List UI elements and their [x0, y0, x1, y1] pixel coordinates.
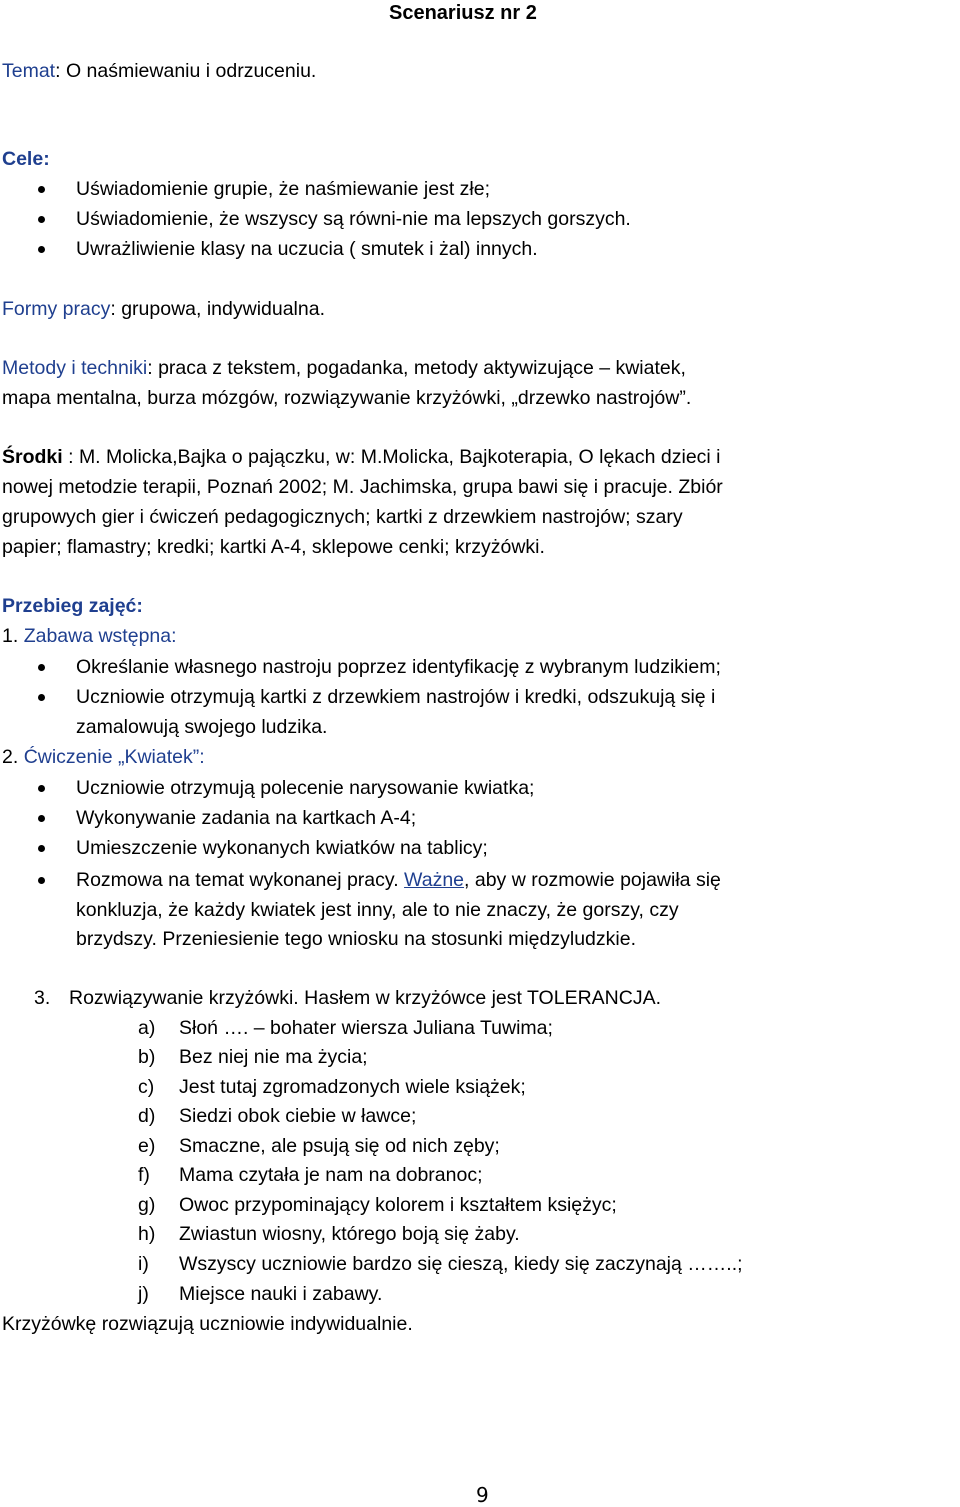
- srodki-label: Środki: [2, 446, 63, 468]
- section-number: 1.: [2, 625, 19, 647]
- srodki-text: : M. Molicka,Bajka o pajączku, w: M.Molicka, Bajkoterapia, O lękach dzieci i: [62, 446, 721, 468]
- bullet-icon: [38, 815, 45, 822]
- clue-text: Mama czytała je nam na dobranoc;: [179, 1164, 483, 1186]
- clue-letter: j): [138, 1283, 149, 1305]
- section-2-item: Wykonywanie zadania na kartkach A-4;: [76, 807, 417, 829]
- page-number: 9: [476, 1483, 489, 1507]
- clue-letter: b): [138, 1046, 156, 1068]
- section-3-number: 3.: [34, 987, 51, 1009]
- clue-text: Miejsce nauki i zabawy.: [179, 1283, 383, 1305]
- bullet-icon: [38, 845, 45, 852]
- clue-letter: f): [138, 1164, 150, 1186]
- document-title: Scenariusz nr 2: [389, 2, 537, 24]
- przebieg-heading: Przebieg zajęć:: [2, 595, 143, 617]
- formy-line: [2, 296, 325, 322]
- clue-letter: e): [138, 1135, 156, 1157]
- section-2-item: Uczniowie otrzymują polecenie narysowanie kwiatka;: [76, 777, 535, 799]
- section-title: Ćwiczenie „Kwiatek”:: [23, 746, 205, 768]
- cele-heading: Cele:: [2, 148, 50, 170]
- metody-text: : praca z tekstem, pogadanka, metody aktywizujące – kwiatek,: [147, 357, 686, 379]
- section-number: 2.: [2, 746, 19, 768]
- clue-text: Bez niej nie ma życia;: [179, 1046, 368, 1068]
- srodki-line-1: [2, 444, 721, 470]
- clue-text: Siedzi obok ciebie w ławce;: [179, 1105, 417, 1127]
- section-1-item: Określanie własnego nastroju poprzez identyfikację z wybranym ludzikiem;: [76, 656, 721, 678]
- srodki-line-3: grupowych gier i ćwiczeń pedagogicznych; kartki z drzewkiem nastrojów; szary: [2, 506, 683, 528]
- bullet-icon: [38, 246, 45, 253]
- metody-line-2: mapa mentalna, burza mózgów, rozwiązywanie krzyżówki, „drzewko nastrojów”.: [2, 387, 692, 409]
- clue-text: Zwiastun wiosny, którego boją się żaby.: [179, 1223, 520, 1245]
- temat-separator: :: [55, 60, 66, 82]
- section-1-item: Uczniowie otrzymują kartki z drzewkiem nastrojów i kredki, odszukują się i: [76, 686, 716, 708]
- cele-item: Uwrażliwienie klasy na uczucia ( smutek i żal) innych.: [76, 238, 538, 260]
- clue-letter: h): [138, 1223, 156, 1245]
- clue-letter: a): [138, 1017, 156, 1039]
- temat-label: Temat: [2, 60, 56, 82]
- cele-item: Uświadomienie grupie, że naśmiewanie jest złe;: [76, 178, 491, 200]
- clue-text: Słoń …. – bohater wiersza Juliana Tuwima;: [179, 1017, 553, 1039]
- last-item-prefix: Rozmowa na temat wykonanej pracy.: [76, 869, 405, 891]
- section-2-last-item: [76, 867, 721, 893]
- cele-item: Uświadomienie, że wszyscy są równi-nie ma lepszych gorszych.: [76, 208, 631, 230]
- section-1-heading: [2, 623, 177, 649]
- section-1-item-continuation: zamalowują swojego ludzika.: [76, 716, 328, 738]
- formy-value: grupowa, indywidualna.: [121, 298, 326, 320]
- section-2-item: Umieszczenie wykonanych kwiatków na tablicy;: [76, 837, 488, 859]
- clue-letter: c): [138, 1076, 155, 1098]
- section-2-heading: [2, 744, 205, 770]
- metody-line-1: [2, 355, 686, 381]
- last-item-suffix: , aby w rozmowie pojawiła się: [464, 869, 721, 891]
- section-title: Zabawa wstępna:: [23, 625, 177, 647]
- metody-label: Metody i techniki: [2, 357, 148, 379]
- section-2-last-item-line-2: konkluzja, że każdy kwiatek jest inny, ale to nie znaczy, że gorszy, czy: [76, 899, 679, 921]
- bullet-icon: [38, 186, 45, 193]
- bullet-icon: [38, 694, 45, 701]
- srodki-line-4: papier; flamastry; kredki; kartki A-4, sklepowe cenki; krzyżówki.: [2, 536, 545, 558]
- clue-letter: d): [138, 1105, 156, 1127]
- section-3-title: Rozwiązywanie krzyżówki. Hasłem w krzyżówce jest TOLERANCJA.: [69, 987, 662, 1009]
- bullet-icon: [38, 216, 45, 223]
- clue-letter: i): [138, 1253, 149, 1275]
- bullet-icon: [38, 877, 45, 884]
- bullet-icon: [38, 664, 45, 671]
- bullet-icon: [38, 785, 45, 792]
- section-2-last-item-line-3: brzydszy. Przeniesienie tego wniosku na stosunki międzyludzkie.: [76, 928, 636, 950]
- clue-text: Wszyscy uczniowie bardzo się cieszą, kiedy się zaczynają ……..;: [179, 1253, 743, 1275]
- clue-letter: g): [138, 1194, 156, 1216]
- formy-separator: :: [110, 298, 122, 320]
- clue-text: Jest tutaj zgromadzonych wiele książek;: [179, 1076, 526, 1098]
- clue-text: Owoc przypominający kolorem i kształtem księżyc;: [179, 1194, 617, 1216]
- srodki-line-2: nowej metodzie terapii, Poznań 2002; M. Jachimska, grupa bawi się i pracuje. Zbiór: [2, 476, 723, 498]
- closing-line: Krzyżówkę rozwiązują uczniowie indywidualnie.: [2, 1313, 413, 1335]
- formy-label: Formy pracy: [2, 298, 111, 320]
- clue-text: Smaczne, ale psują się od nich zęby;: [179, 1135, 500, 1157]
- underlined-keyword: Ważne: [404, 869, 465, 891]
- temat-line: [2, 58, 316, 84]
- temat-value: O naśmiewaniu i odrzuceniu.: [65, 60, 317, 82]
